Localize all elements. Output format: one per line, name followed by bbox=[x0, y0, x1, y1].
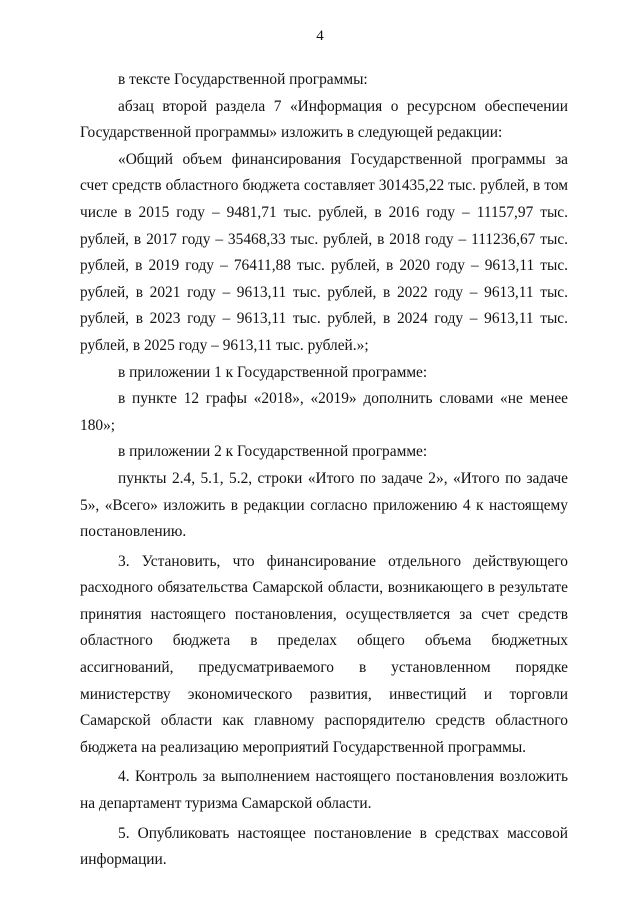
paragraph-appendix-2-intro: в приложении 2 к Государственной программе: bbox=[118, 443, 428, 461]
paragraph-clause-4: 4. Контроль за выполнением настоящего постановления возложить на департамент туризма Самарской области. bbox=[80, 768, 568, 813]
paragraph-clause-3: 3. Установить, что финансирование отдельного действующего расходного обязательства Самарской области, возникающего в результате принятия настоящего постановления, осуществляется за счет средств областного бюджета в пределах общего объема бюджетных ассигнований, предусматриваемого в установленном порядке министерству экономического развития, инвестиций и торговли Самарской области как главному распорядителю средств областного бюджета на реализацию мероприятий Государственной программы. bbox=[80, 552, 568, 756]
paragraph-clause-5: 5. Опубликовать настоящее постановление в средствах массовой информации. bbox=[80, 824, 568, 869]
page-number: 4 bbox=[316, 28, 324, 44]
paragraph-program-text-intro: в тексте Государственной программы: bbox=[118, 71, 368, 88]
paragraph-appendix-2-points: пункты 2.4, 5.1, 5.2, строки «Итого по задаче 2», «Итого по задаче 5», «Всего» изложить в редакции согласно приложению 4 к настоящему постановлению. bbox=[80, 469, 568, 541]
paragraph-appendix-1-intro: в приложении 1 к Государственной программе: bbox=[118, 363, 428, 381]
document-body bbox=[80, 67, 568, 874]
paragraph-section-7-amendment: абзац второй раздела 7 «Информация о ресурсном обеспечении Государственной программы» изложить в следующей редакции: bbox=[80, 97, 568, 142]
paragraph-financing-amounts: «Общий объем финансирования Государственной программы за счет средств областного бюджета составляет 301435,22 тыс. рублей, в том числе в 2015 году – 9481,71 тыс. рублей, в 2016 году – 11157,97 тыс. рублей, в 2017 году – 35468,33 тыс. рублей, в 2018 году – 111236,67 тыс. рублей, в 2019 году – 76411,88 тыс. рублей, в 2020 году – 9613,11 тыс. рублей, в 2021 году – 9613,11 тыс. рублей, в 2022 году – 9613,11 тыс. рублей, в 2023 году – 9613,11 тыс. рублей, в 2024 году – 9613,11 тыс. рублей, в 2025 году – 9613,11 тыс. рублей.»; bbox=[80, 150, 568, 354]
paragraph-appendix-1-point-12: в пункте 12 графы «2018», «2019» дополнить словами «не менее 180»; bbox=[80, 390, 568, 434]
